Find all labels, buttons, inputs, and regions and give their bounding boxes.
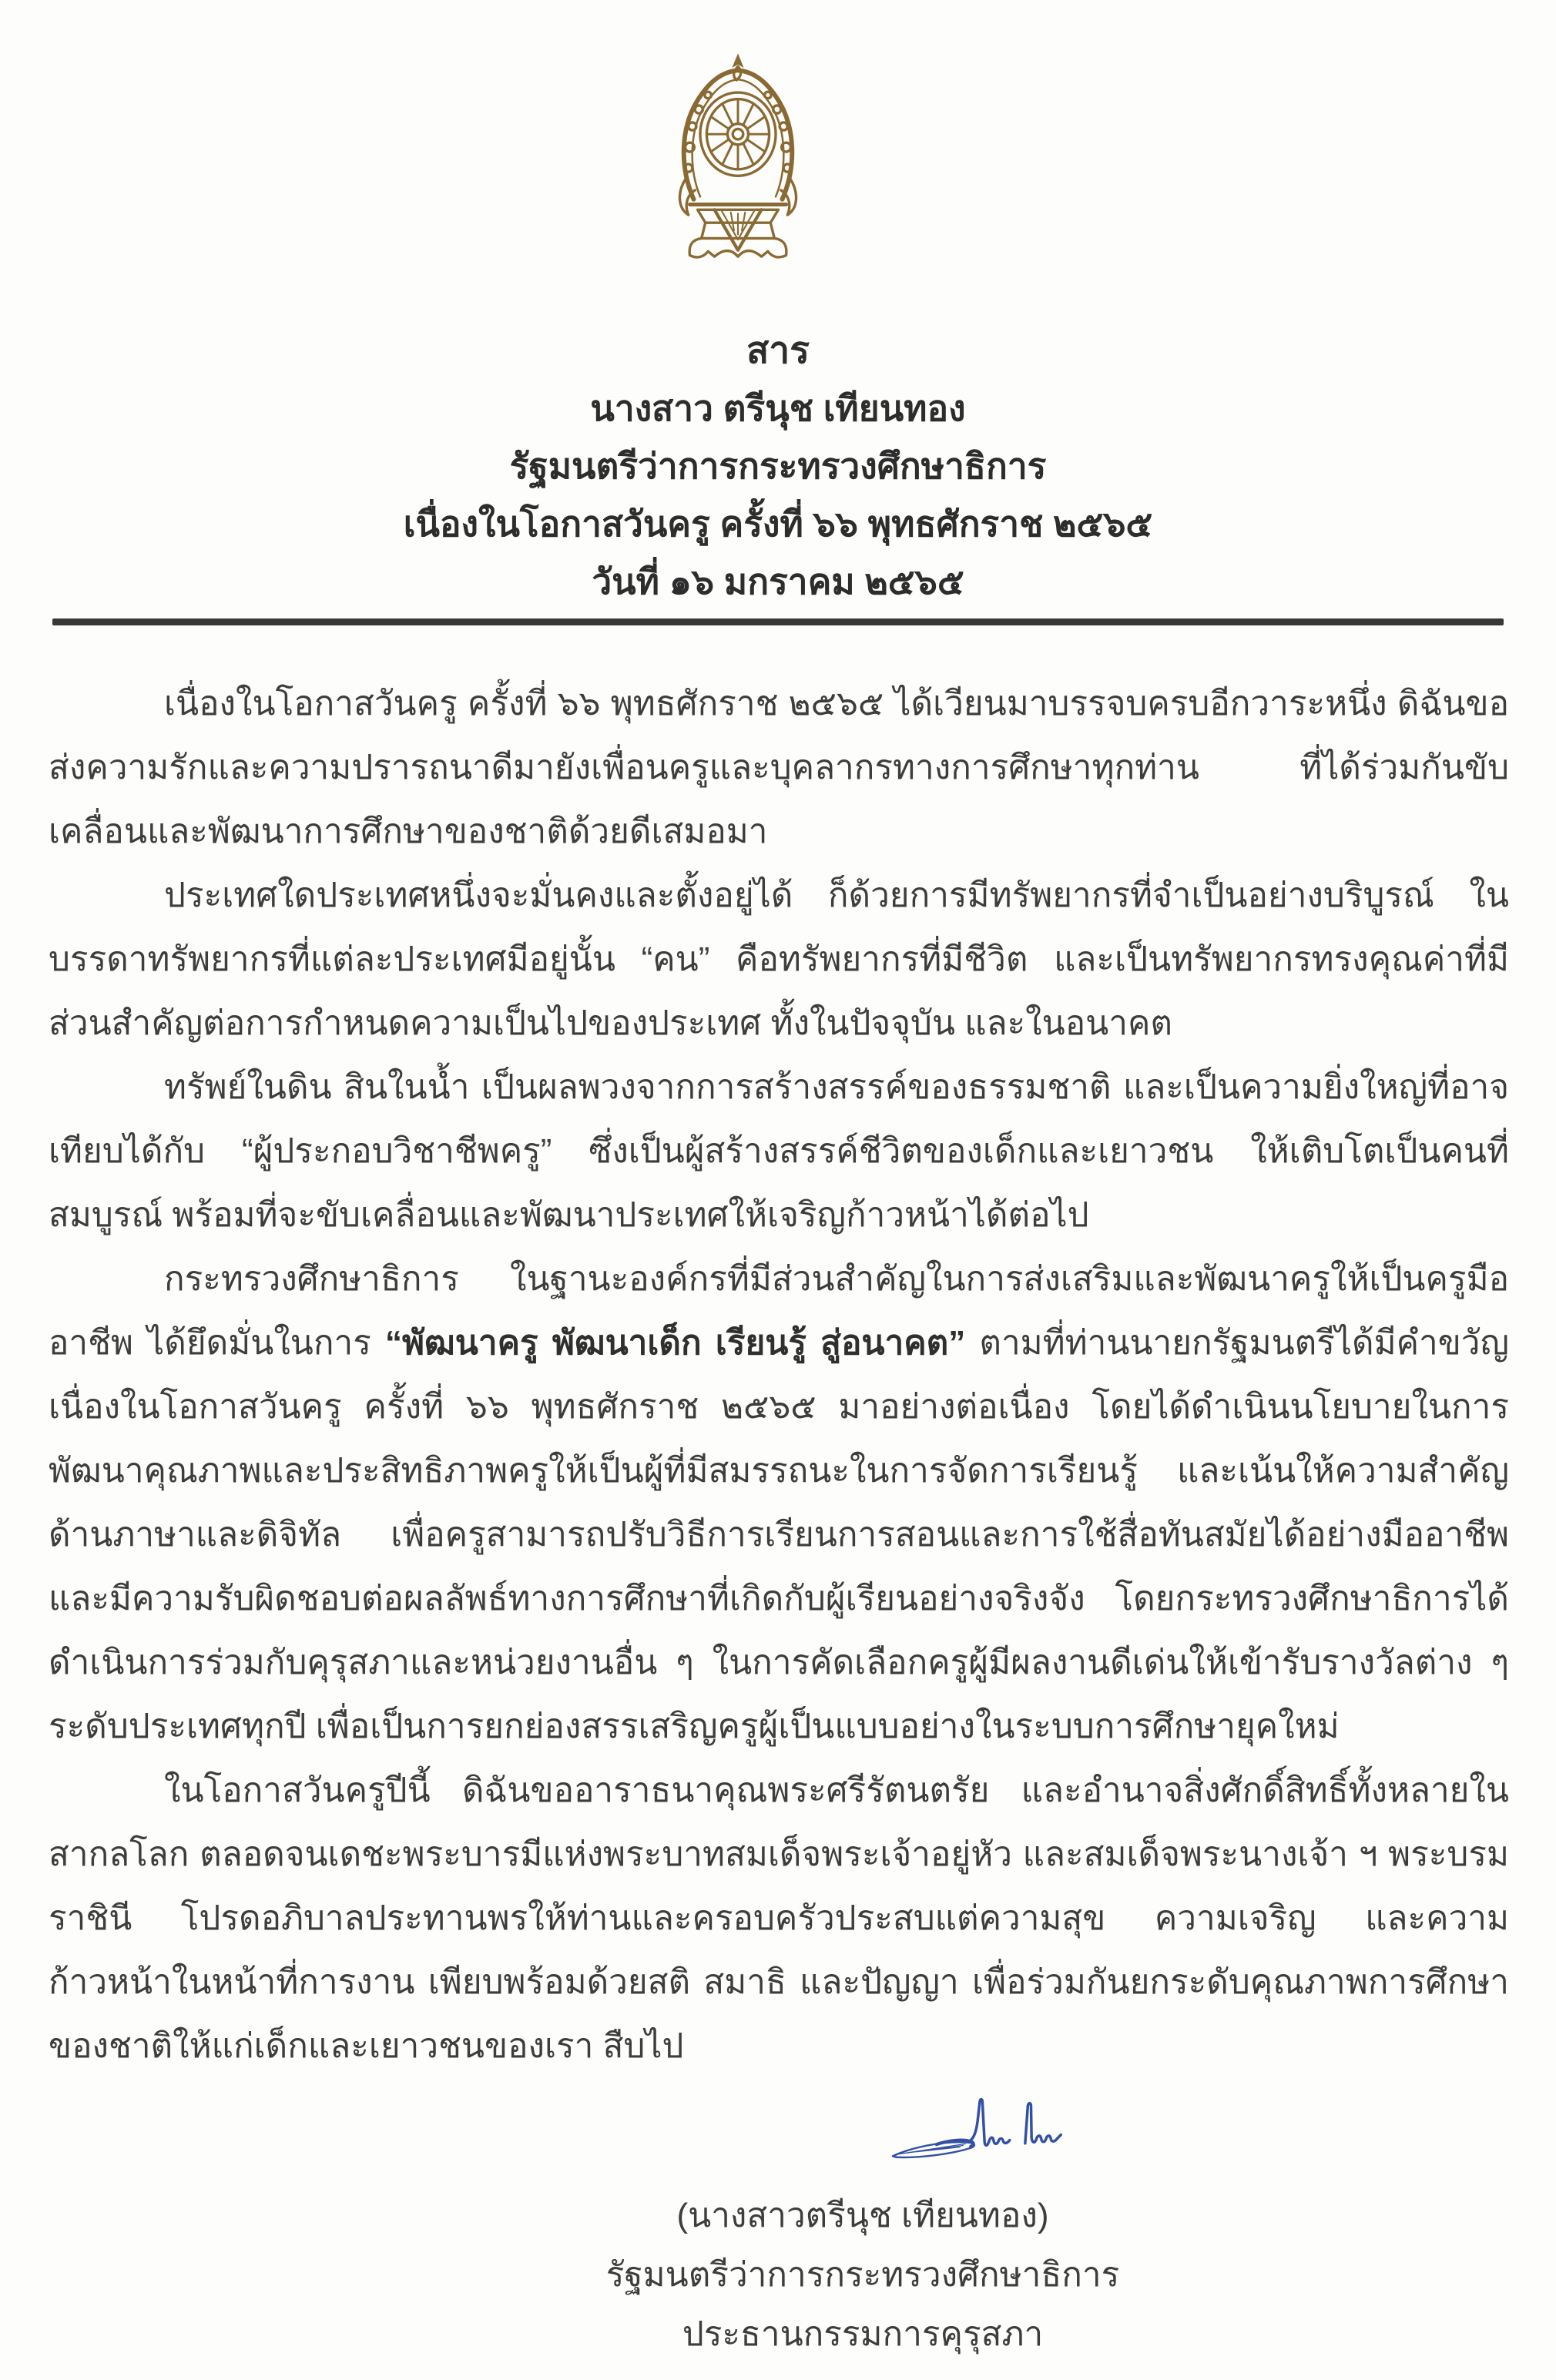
paragraph-text: กระทรวงศึกษาธิการ ในฐานะองค์กรที่มีส่วนสำคัญในการส่งเสริมและพัฒนาครูให้เป็นครูมืออาชีพ ได้ยึดมั่นในการ bbox=[49, 1260, 1509, 1362]
closing-block bbox=[593, 2186, 1132, 2364]
body-paragraph bbox=[49, 1758, 1509, 2078]
date-title: วันที่ ๑๖ มกราคม ๒๕๖๕ bbox=[592, 561, 964, 602]
ministry-of-education-emblem-icon bbox=[666, 32, 810, 288]
body-paragraph bbox=[49, 1055, 1509, 1247]
body-paragraph bbox=[49, 672, 1509, 863]
body-paragraph bbox=[49, 863, 1509, 1055]
teachers-day-motto: “พัฒนาครู พัฒนาเด็ก เรียนรู้ สู่อนาคต” bbox=[385, 1324, 966, 1362]
paragraph-text: ประเทศใดประเทศหนึ่งจะมั่นคงและตั้งอยู่ได้ ก็ด้วยการมีทรัพยากรที่จำเป็นอย่างบริบูรณ์ ในบรรดาทรัพยากรที่แต่ละประเทศมีอยู่นั้น “คน” คือทรัพยากรที่มีชีวิต และเป็นทรัพยากรทรงคุณค่าที่มีส่วนสำคัญต่อการกำหนดความเป็นไปของประเทศ ทั้งในปัจจุบัน และในอนาคต bbox=[49, 877, 1509, 1042]
minister-position-title: รัฐมนตรีว่าการกระทรวงศึกษาธิการ bbox=[509, 446, 1047, 486]
occasion-title: เนื่องในโอกาสวันครู ครั้งที่ ๖๖ พุทธศักราช ๒๕๖๕ bbox=[403, 504, 1153, 544]
signature-scribble-icon bbox=[884, 2089, 1078, 2169]
document-type-title: สาร bbox=[746, 330, 810, 371]
signer-role: ประธานกรรมการคุรุสภา bbox=[682, 2315, 1044, 2353]
letter-body bbox=[49, 672, 1509, 2083]
paragraph-text: ตามที่ท่านนายกรัฐมนตรีได้มีคำขวัญเนื่องในโอกาสวันครู ครั้งที่ ๖๖ พุทธศักราช ๒๕๖๕ มาอย่างต่อเนื่อง โดยได้ดำเนินนโยบายในการพัฒนาคุณภาพและประสิทธิภาพครูให้เป็นผู้ที่มีสมรรถนะในการจัดการเรียนรู้ และเน้นให้ความสำคัญด้านภาษาและดิจิทัล เพื่อครูสามารถปรับวิธีการเรียนการสอนและการใช้สื่อทันสมัยได้อย่างมืออาชีพ และมีความรับผิดชอบต่อผลลัพธ์ทางการศึกษาที่เกิดกับผู้เรียนอย่างจริงจัง โดยกระทรวงศึกษาธิการได้ดำเนินการร่วมกับคุรุสภาและหน่วยงานอื่น ๆ ในการคัดเลือกครูผู้มีผลงานดีเด่นให้เข้ารับรางวัลต่าง ๆ ระดับประเทศทุกปี เพื่อเป็นการยกย่องสรรเสริญครูผู้เป็นแบบอย่างในระบบการศึกษายุคใหม่ bbox=[49, 1324, 1509, 1745]
divider-rule bbox=[52, 618, 1504, 625]
minister-name-title: นางสาว ตรีนุช เทียนทอง bbox=[590, 388, 966, 428]
signer-title: รัฐมนตรีว่าการกระทรวงศึกษาธิการ bbox=[605, 2256, 1120, 2294]
title-block bbox=[0, 322, 1556, 611]
paragraph-text: ในโอกาสวันครูปีนี้ ดิฉันขออาราธนาคุณพระศรีรัตนตรัย และอำนาจสิ่งศักดิ์สิทธิ์ทั้งหลายในสากลโลก ตลอดจนเดชะพระบารมีแห่งพระบาทสมเด็จพระเจ้าอยู่หัว และสมเด็จพระนางเจ้า ฯ พระบรมราชินี โปรดอภิบาลประทานพรให้ท่านและครอบครัวประสบแต่ความสุข ความเจริญ และความก้าวหน้าในหน้าที่การงาน เพียบพร้อมด้วยสติ สมาธิ และปัญญา เพื่อร่วมกันยกระดับคุณภาพการศึกษาของชาติให้แก่เด็กและเยาวชนของเรา สืบไป bbox=[49, 1772, 1509, 2065]
paragraph-text: ทรัพย์ในดิน สินในน้ำ เป็นผลพวงจากการสร้างสรรค์ของธรรมชาติ และเป็นความยิ่งใหญ่ที่อาจเทียบได้กับ “ผู้ประกอบวิชาชีพครู” ซึ่งเป็นผู้สร้างสรรค์ชีวิตของเด็กและเยาวชน ให้เติบโตเป็นคนที่สมบูรณ์ พร้อมที่จะขับเคลื่อนและพัฒนาประเทศให้เจริญก้าวหน้าได้ต่อไป bbox=[49, 1068, 1509, 1234]
signer-name: (นางสาวตรีนุช เทียนทอง) bbox=[676, 2197, 1049, 2234]
body-paragraph bbox=[49, 1247, 1509, 1758]
paragraph-text: เนื่องในโอกาสวันครู ครั้งที่ ๖๖ พุทธศักราช ๒๕๖๕ ได้เวียนมาบรรจบครบอีกวาระหนึ่ง ดิฉันขอส่งความรักและความปรารถนาดีมายังเพื่อนครูและบุคลากรทางการศึกษาทุกท่าน ที่ได้ร่วมกันขับเคลื่อนและพัฒนาการศึกษาของชาติด้วยดีเสมอมา bbox=[49, 685, 1509, 850]
